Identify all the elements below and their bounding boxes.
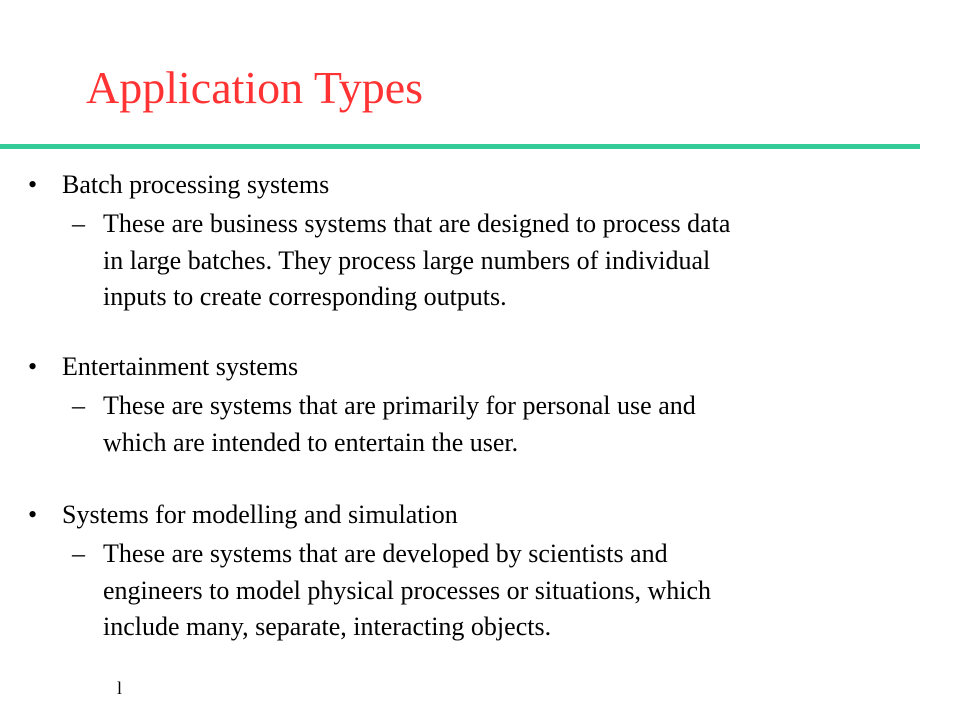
bullet-item-modelling-simulation xyxy=(0,497,900,646)
sub-bullet-marker: – xyxy=(72,539,85,568)
bullet-heading-row xyxy=(0,167,900,203)
sub-bullet-text: These are systems that are developed by scientists and engineers to model physical processes or situations, which include many, separate, interacting objects. xyxy=(103,539,711,641)
slide-title: Application Types xyxy=(86,62,424,113)
sub-bullet-row xyxy=(0,388,900,461)
bullet-marker: • xyxy=(28,500,38,529)
bullet-heading: Batch processing systems xyxy=(62,170,330,199)
bullet-heading-row xyxy=(0,497,900,533)
bullet-marker: • xyxy=(28,352,38,381)
bullet-heading: Systems for modelling and simulation xyxy=(62,500,458,529)
title-divider xyxy=(0,144,920,149)
sub-bullet-marker: – xyxy=(72,391,85,420)
sub-bullet-text: These are business systems that are designed to process data in large batches. They process large numbers of individual inputs to create corresponding outputs. xyxy=(103,209,731,311)
sub-bullet-row xyxy=(0,536,900,646)
sub-bullet-text: These are systems that are primarily for personal use and which are intended to entertain the user. xyxy=(103,391,696,457)
bullet-item-entertainment xyxy=(0,349,900,461)
bullet-heading: Entertainment systems xyxy=(62,352,299,381)
bullet-marker: • xyxy=(28,170,38,199)
footer-mark: l xyxy=(117,678,123,698)
bullet-heading-row xyxy=(0,349,900,385)
sub-bullet-marker: – xyxy=(72,209,85,238)
sub-bullet-row xyxy=(0,206,900,316)
bullet-item-batch-processing xyxy=(0,167,900,316)
